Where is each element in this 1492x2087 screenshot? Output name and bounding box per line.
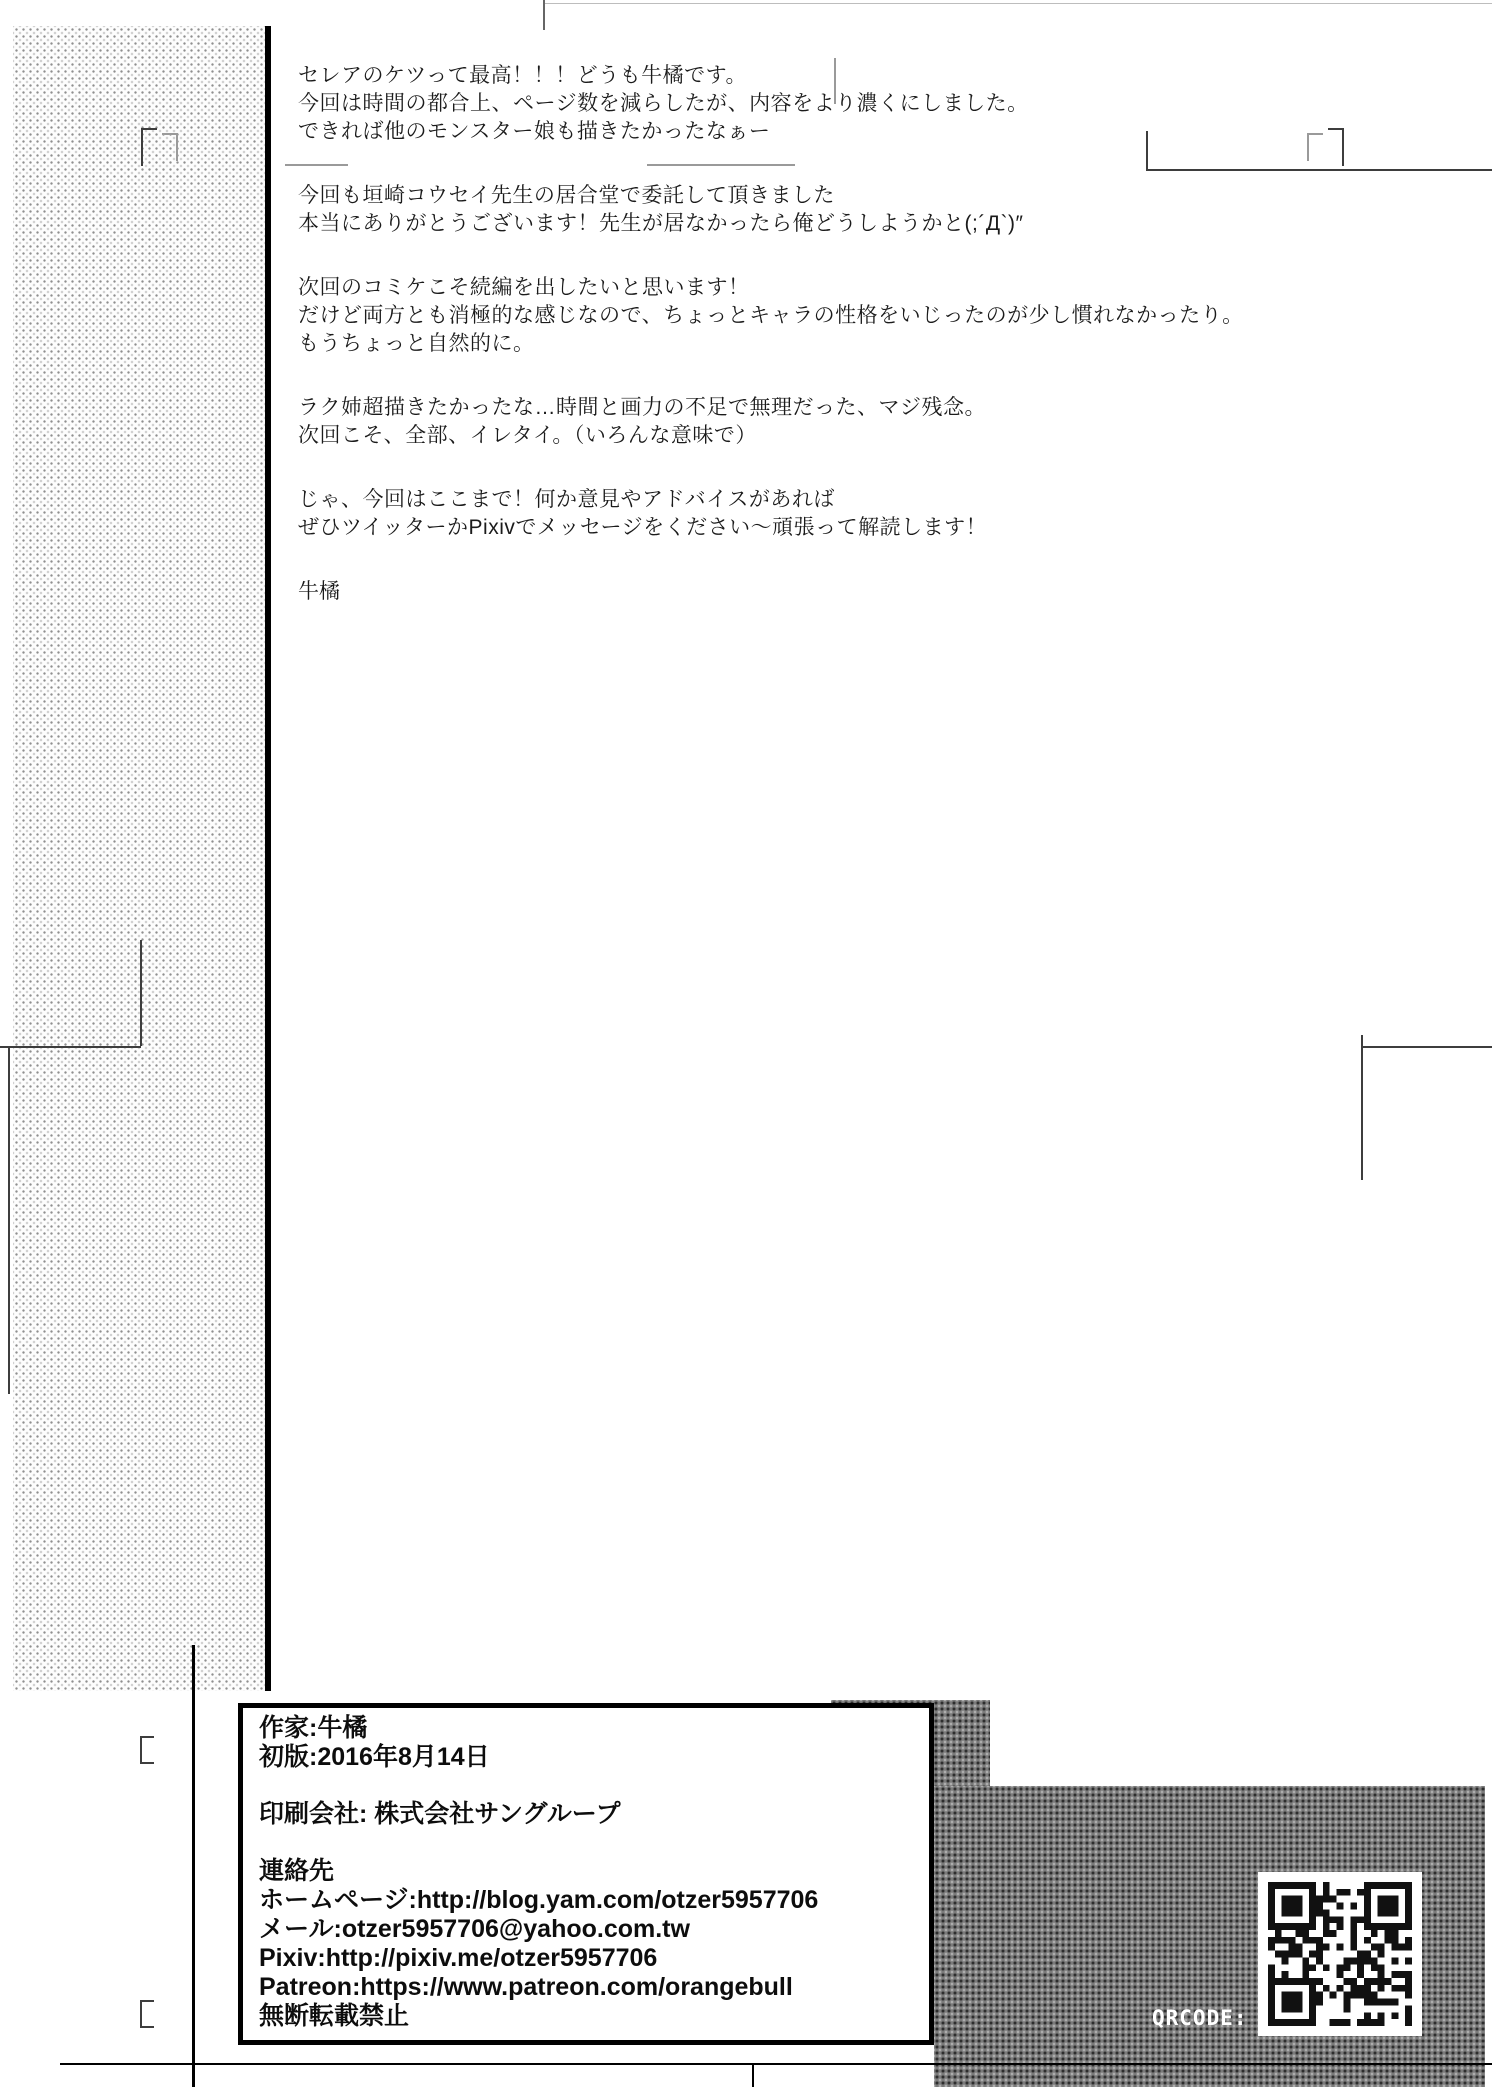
left-vertical-rule bbox=[265, 26, 271, 1691]
bracket-mark-icon bbox=[140, 1736, 154, 1738]
colophon-line: 印刷会社: 株式会社サングループ bbox=[259, 1800, 621, 1828]
bracket-mark-icon bbox=[140, 2000, 154, 2002]
colophon-group bbox=[259, 1857, 919, 2031]
bracket-mark-icon bbox=[141, 128, 157, 130]
colophon-content bbox=[259, 1714, 919, 2031]
colophon-line: Patreon:https://www.patreon.com/orangebull bbox=[259, 1973, 793, 2001]
paragraph bbox=[298, 394, 1338, 450]
text-line: できれば他のモンスター娘も描きたかったなぁー bbox=[298, 120, 771, 143]
afterword-text bbox=[298, 62, 1338, 578]
bracket-mark-icon bbox=[140, 2026, 154, 2028]
trim-mark bbox=[1361, 1035, 1363, 1180]
bracket-mark-icon bbox=[141, 128, 143, 166]
text-line: 今回は時間の都合上、ページ数を減らしたが、内容をより濃くにしました。 bbox=[298, 92, 1029, 115]
trim-mark bbox=[0, 1046, 141, 1048]
qr-code-label: QRCODE: bbox=[1152, 2006, 1248, 2030]
text-line: 次回のコミケこそ続編を出したいと思います！ bbox=[298, 276, 750, 299]
qr-code bbox=[1258, 1872, 1422, 2036]
author-signature: 牛橘 bbox=[298, 580, 340, 603]
colophon-line: Pixiv:http://pixiv.me/otzer5957706 bbox=[259, 1944, 658, 1972]
paragraph bbox=[298, 182, 1338, 238]
paragraph bbox=[298, 486, 1338, 542]
text-line: セレアのケツって最高！！！どうも牛橘です。 bbox=[298, 64, 747, 87]
colophon-line: 初版:2016年8月14日 bbox=[259, 1743, 490, 1771]
text-line: じゃ、今回はここまで！何か意見やアドバイスがあれば bbox=[298, 488, 835, 511]
trim-mark-top-vertical bbox=[543, 0, 545, 30]
colophon-group bbox=[259, 1714, 919, 1772]
colophon-line: 連絡先 bbox=[259, 1857, 335, 1885]
trim-mark bbox=[752, 2063, 754, 2087]
bracket-mark-icon bbox=[1342, 128, 1344, 166]
colophon-box bbox=[238, 1703, 934, 2045]
bracket-mark-icon bbox=[176, 133, 178, 161]
bracket-mark-icon bbox=[140, 1736, 142, 1764]
text-line: 次回こそ、全部、イレタイ。（いろんな意味で） bbox=[298, 424, 757, 447]
bracket-mark-icon bbox=[140, 1762, 154, 1764]
paragraph bbox=[298, 274, 1338, 358]
text-line: もうちょっと自然的に。 bbox=[298, 332, 535, 355]
colophon-group bbox=[259, 1800, 919, 1829]
qr-code-svg bbox=[1268, 1882, 1412, 2026]
colophon-line: メール:otzer5957706@yahoo.com.tw bbox=[259, 1915, 690, 1943]
paragraph bbox=[298, 62, 1338, 146]
trim-mark bbox=[192, 1645, 195, 2087]
colophon-line: ホームページ:http://blog.yam.com/otzer5957706 bbox=[259, 1886, 819, 1914]
trim-mark-top-edge bbox=[543, 3, 1492, 4]
text-line: ラク姉超描きたかったな…時間と画力の不足で無理だった、マジ残念。 bbox=[298, 396, 986, 419]
trim-mark bbox=[1361, 1046, 1492, 1048]
trim-mark bbox=[8, 1046, 10, 1394]
bracket-mark-icon bbox=[140, 2000, 142, 2028]
left-halftone-column bbox=[13, 26, 265, 1691]
text-line: ぜひツイッターかPixivでメッセージをください～頑張って解読します！ bbox=[298, 516, 988, 539]
text-line: 今回も垣崎コウセイ先生の居合堂で委託して頂きました bbox=[298, 184, 835, 207]
trim-mark-bottom-rule bbox=[60, 2063, 1492, 2065]
colophon-line: 無断転載禁止 bbox=[259, 2002, 410, 2030]
colophon-line: 作家:牛橘 bbox=[259, 1714, 368, 1742]
bracket-mark-icon bbox=[162, 133, 178, 135]
text-line: だけど両方とも消極的な感じなので、ちょっとキャラの性格をいじったのが少し慣れなかったり。 bbox=[298, 304, 1244, 327]
text-line: 本当にありがとうございます！先生が居なかったら俺どうしようかと(;´Д`)″ bbox=[298, 212, 1024, 235]
trim-mark bbox=[140, 940, 142, 1046]
